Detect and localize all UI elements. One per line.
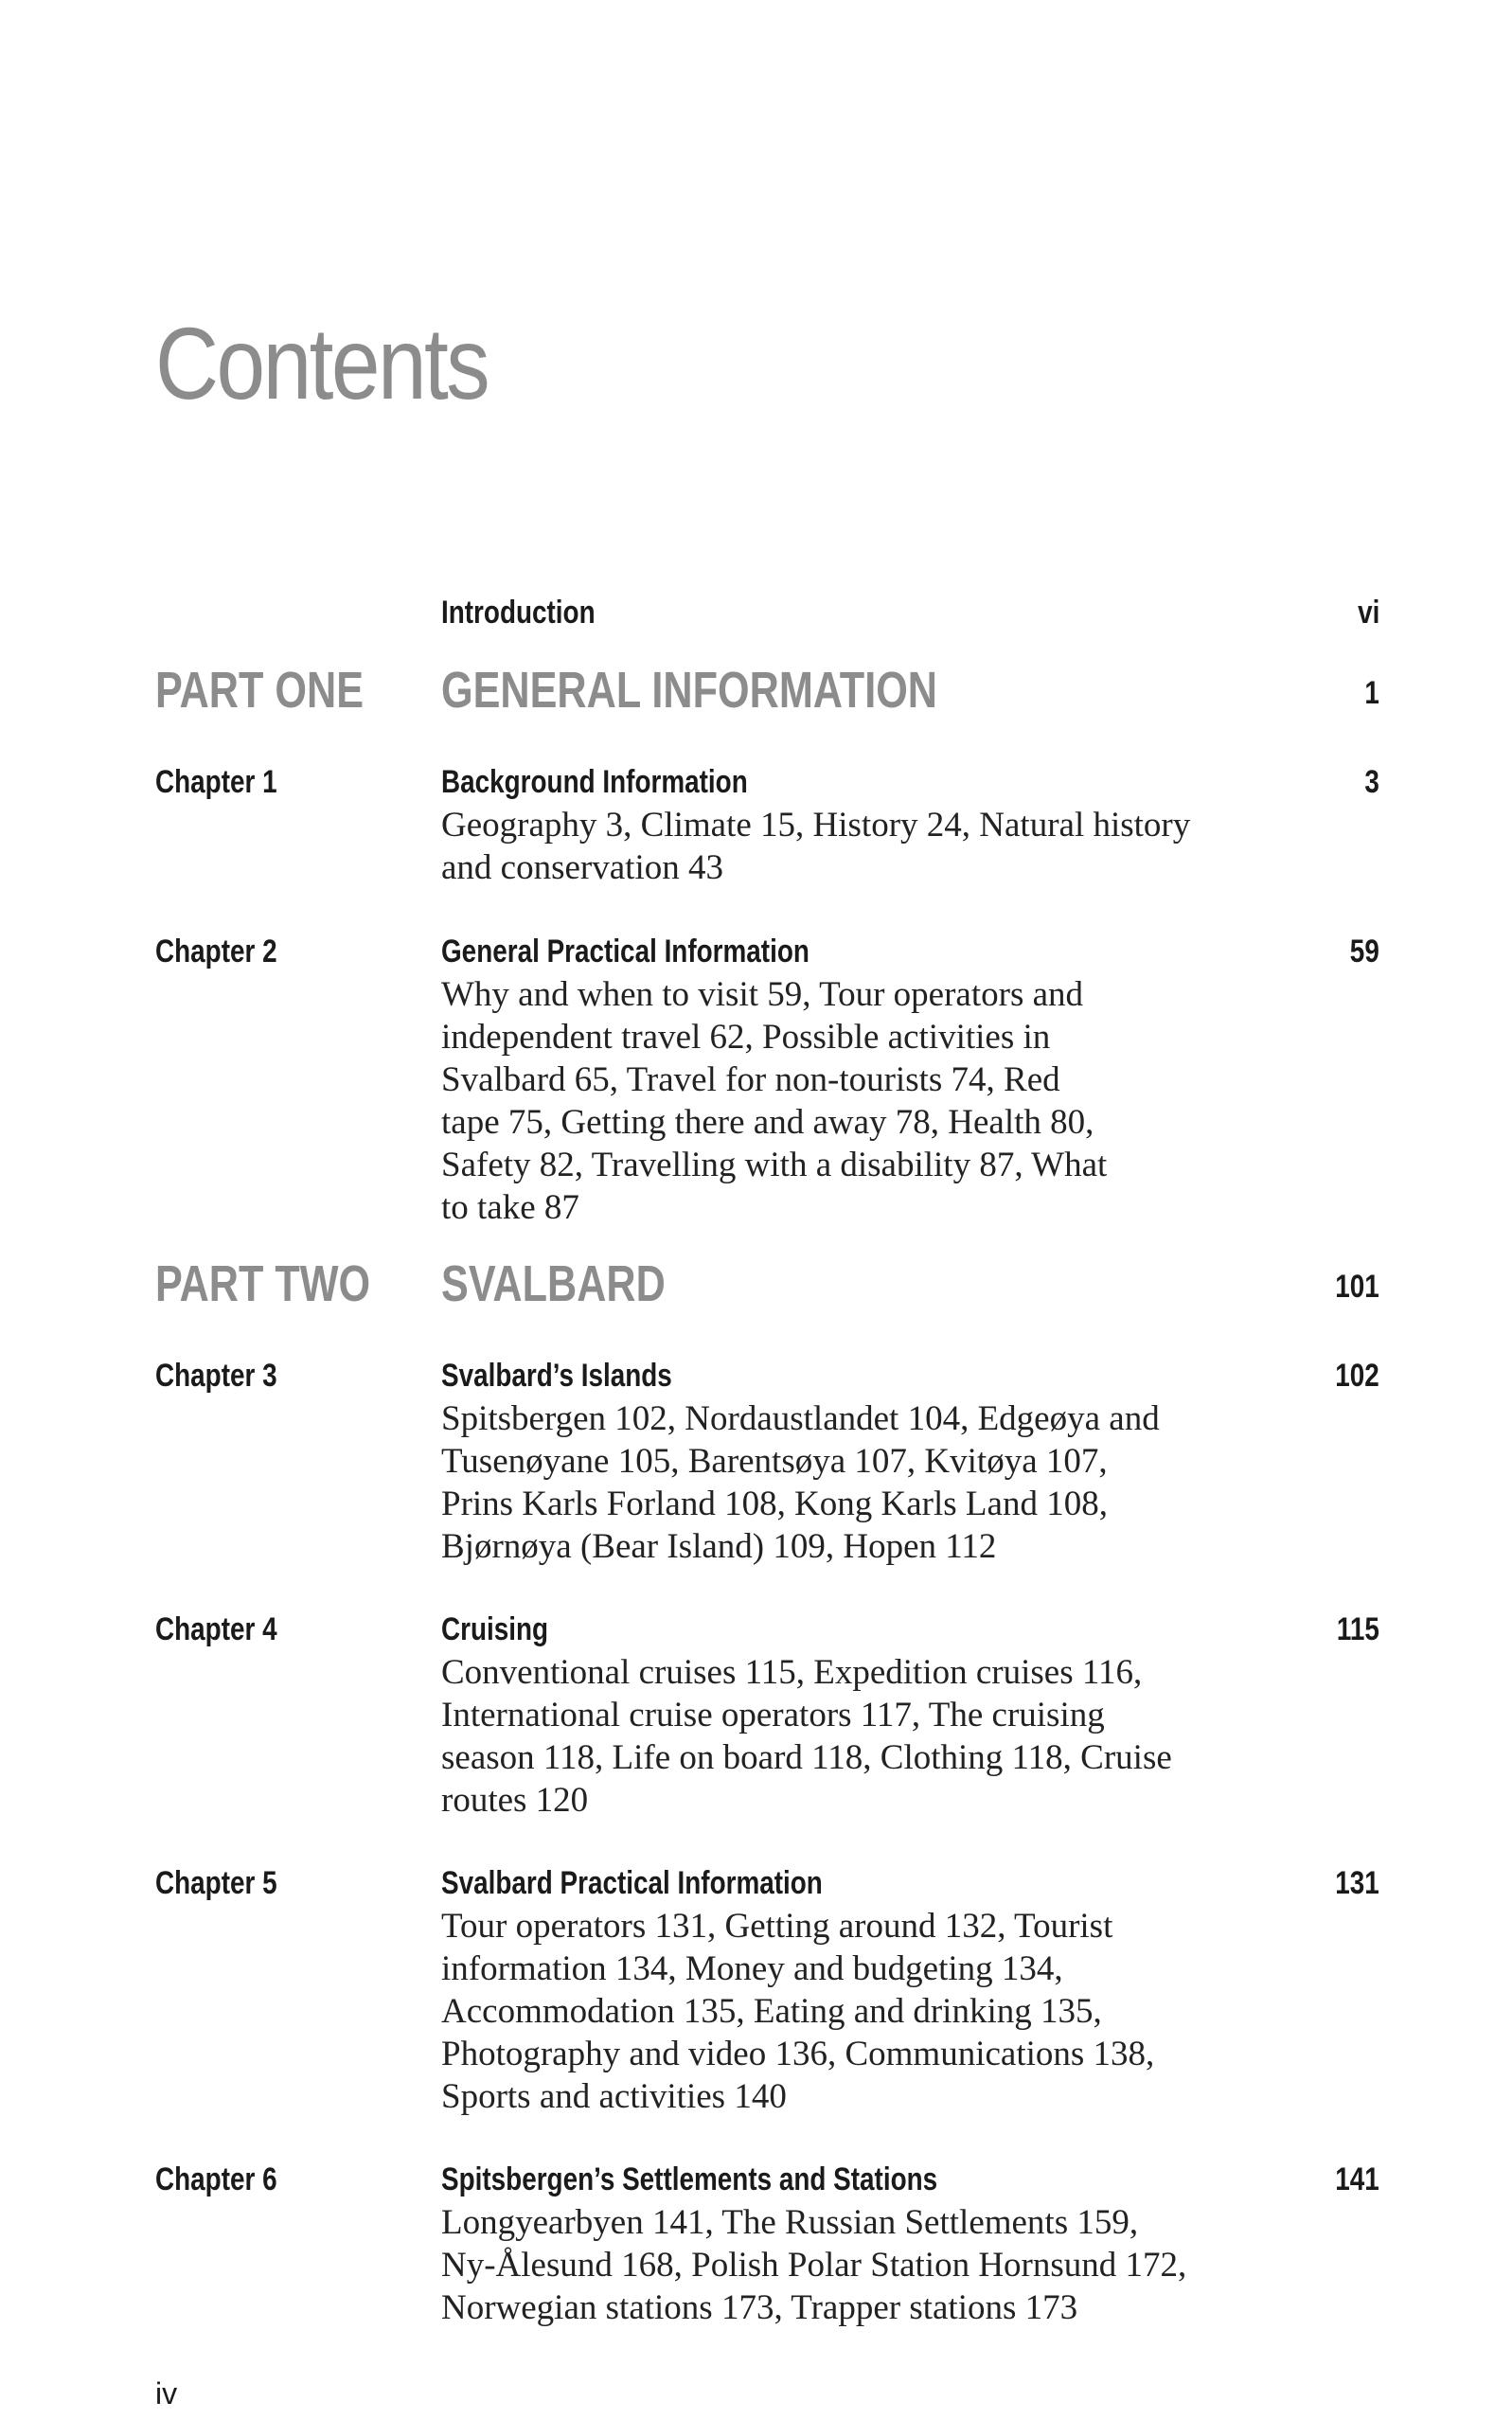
part-page-number: 1 bbox=[1364, 675, 1379, 711]
entry-page-number: vi bbox=[1357, 595, 1379, 631]
contents-line: independent travel 62, Possible activities in bbox=[441, 1018, 1051, 1057]
chapter-title[interactable]: Svalbard’s Islands bbox=[441, 1358, 672, 1394]
part-title[interactable]: GENERAL INFORMATION bbox=[441, 662, 937, 719]
chapter-title[interactable]: General Practical Information bbox=[441, 934, 809, 969]
contents-line: Norwegian stations 173, Trapper stations 173 bbox=[441, 2288, 1078, 2327]
chapter-page-number: 3 bbox=[1364, 764, 1379, 800]
contents-line: routes 120 bbox=[441, 1781, 589, 1820]
contents-line: to take 87 bbox=[441, 1188, 579, 1227]
contents-line: and conservation 43 bbox=[441, 848, 723, 887]
chapter-label: Chapter 2 bbox=[155, 934, 277, 969]
contents-line: Tour operators 131, Getting around 132, Tourist bbox=[441, 1907, 1113, 1946]
contents-line: Why and when to visit 59, Tour operators and bbox=[441, 975, 1084, 1014]
part-title[interactable]: SVALBARD bbox=[441, 1255, 666, 1312]
chapter-label: Chapter 3 bbox=[155, 1358, 277, 1394]
contents-line: Safety 82, Travelling with a disability 87, What bbox=[441, 1146, 1108, 1184]
contents-line: Longyearbyen 141, The Russian Settlements 159, bbox=[441, 2203, 1139, 2242]
chapter-contents bbox=[441, 2201, 1255, 2329]
contents-line: Tusenøyane 105, Barentsøya 107, Kvitøya 107, bbox=[441, 1442, 1108, 1481]
contents-line: Bjørnøya (Bear Island) 109, Hopen 112 bbox=[441, 1527, 997, 1566]
part-label: PART ONE bbox=[155, 662, 365, 719]
entry-title[interactable]: Introduction bbox=[441, 595, 596, 631]
chapter-contents bbox=[441, 973, 1255, 1229]
chapter-page-number: 102 bbox=[1335, 1358, 1379, 1394]
contents-line: Photography and video 136, Communications 138, bbox=[441, 2035, 1155, 2073]
contents-line: Svalbard 65, Travel for non-tourists 74, Red bbox=[441, 1060, 1060, 1099]
contents-line: Sports and activities 140 bbox=[441, 2077, 787, 2116]
chapter-label: Chapter 5 bbox=[155, 1865, 277, 1901]
folio-page-number: iv bbox=[155, 2376, 178, 2410]
chapter-contents bbox=[441, 804, 1255, 889]
chapter-label: Chapter 1 bbox=[155, 764, 277, 800]
contents-line: information 134, Money and budgeting 134, bbox=[441, 1949, 1063, 1988]
contents-line: International cruise operators 117, The cruising bbox=[441, 1696, 1105, 1734]
contents-line: Accommodation 135, Eating and drinking 135, bbox=[441, 1992, 1102, 2031]
chapter-page-number: 115 bbox=[1337, 1611, 1379, 1647]
contents-line: season 118, Life on board 118, Clothing 118, Cruise bbox=[441, 1738, 1172, 1777]
chapter-contents bbox=[441, 1905, 1255, 2118]
chapter-title[interactable]: Cruising bbox=[441, 1611, 549, 1647]
contents-line: tape 75, Getting there and away 78, Health 80, bbox=[441, 1103, 1094, 1142]
part-page-number: 101 bbox=[1335, 1269, 1379, 1305]
chapter-label: Chapter 6 bbox=[155, 2161, 277, 2197]
part-label: PART TWO bbox=[155, 1255, 371, 1312]
chapter-label: Chapter 4 bbox=[155, 1611, 277, 1647]
chapter-page-number: 141 bbox=[1335, 2161, 1379, 2197]
chapter-contents bbox=[441, 1651, 1255, 1822]
chapter-page-number: 131 bbox=[1335, 1865, 1379, 1901]
contents-line: Conventional cruises 115, Expedition cruises 116, bbox=[441, 1653, 1143, 1692]
chapter-contents bbox=[441, 1397, 1255, 1568]
contents-line: Ny-Ålesund 168, Polish Polar Station Hornsund 172, bbox=[441, 2246, 1187, 2285]
chapter-page-number: 59 bbox=[1349, 934, 1379, 969]
contents-line: Geography 3, Climate 15, History 24, Natural history bbox=[441, 806, 1191, 845]
page-title: Contents bbox=[155, 306, 489, 420]
chapter-title[interactable]: Spitsbergen’s Settlements and Stations bbox=[441, 2161, 938, 2197]
chapter-title[interactable]: Background Information bbox=[441, 764, 748, 800]
chapter-title[interactable]: Svalbard Practical Information bbox=[441, 1865, 823, 1901]
contents-line: Prins Karls Forland 108, Kong Karls Land 108, bbox=[441, 1485, 1108, 1523]
contents-line: Spitsbergen 102, Nordaustlandet 104, Edgeøya and bbox=[441, 1399, 1160, 1438]
